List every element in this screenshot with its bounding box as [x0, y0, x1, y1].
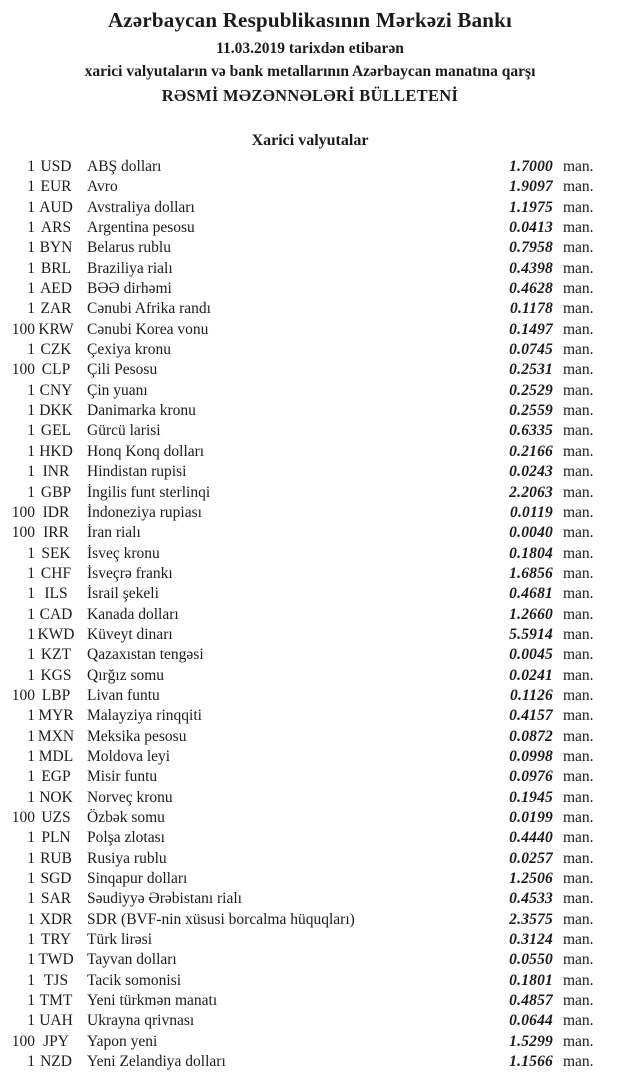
row-currency-name: Sinqapur dolları	[87, 870, 188, 888]
subtitle-line: xarici valyutaların və bank metallarının Azərbaycan manatına qarşı	[84, 63, 536, 80]
row-unit-label: man.	[563, 198, 594, 216]
row-currency-code: TJS	[43, 971, 69, 989]
row-rate: 0.2531	[509, 361, 553, 379]
table-row	[0, 259, 600, 279]
row-currency-code: ILS	[44, 585, 68, 603]
row-currency-name: Cənubi Korea vonu	[87, 320, 209, 338]
row-quantity: 1	[27, 625, 35, 643]
row-rate: 0.4398	[509, 259, 553, 277]
table-row	[0, 645, 600, 665]
row-currency-code: SAR	[40, 890, 72, 908]
row-currency-code: RUB	[40, 849, 72, 867]
row-unit-label: man.	[563, 483, 594, 501]
table-row	[0, 889, 600, 909]
row-quantity: 1	[27, 422, 35, 440]
table-row	[0, 564, 600, 584]
row-currency-name: Çin yuanı	[87, 381, 148, 399]
row-currency-code: CLP	[41, 361, 71, 379]
row-currency-name: Çexiya kronu	[87, 341, 171, 359]
row-currency-code: LBP	[41, 686, 71, 704]
table-row	[0, 462, 600, 482]
row-currency-code: TMT	[39, 992, 73, 1010]
row-currency-name: Braziliya rialı	[87, 259, 173, 277]
row-currency-name: Gürcü larisi	[87, 422, 161, 440]
table-row	[0, 584, 600, 604]
row-quantity: 1	[27, 605, 35, 623]
row-currency-name: İsrail şekeli	[87, 585, 159, 603]
row-currency-code: ARS	[40, 219, 72, 237]
effective-date-line: 11.03.2019 tarixdən etibarən	[216, 40, 404, 57]
row-rate: 0.0119	[510, 503, 553, 521]
row-currency-name: Polşa zlotası	[87, 829, 165, 847]
row-rate: 0.2559	[509, 402, 553, 420]
table-row	[0, 1011, 600, 1031]
row-quantity: 1	[27, 564, 35, 582]
row-currency-name: Malayziya rinqqiti	[87, 707, 202, 725]
row-unit-label: man.	[563, 158, 594, 175]
row-rate: 0.0976	[509, 768, 553, 786]
row-quantity: 1	[27, 239, 35, 257]
row-quantity: 1	[27, 1012, 35, 1030]
row-rate: 2.2063	[509, 483, 553, 501]
row-currency-name: Yapon yeni	[87, 1032, 158, 1050]
row-unit-label: man.	[563, 910, 594, 928]
row-currency-name: Tacik somonisi	[87, 971, 182, 989]
row-quantity: 1	[27, 707, 35, 725]
table-row	[0, 483, 600, 503]
table-row	[0, 503, 600, 523]
table-row	[0, 727, 600, 747]
row-currency-code: BYN	[39, 239, 73, 257]
row-unit-label: man.	[563, 381, 594, 399]
row-unit-label: man.	[563, 503, 594, 521]
row-quantity: 1	[27, 158, 35, 175]
row-quantity: 100	[11, 361, 35, 379]
row-unit-label: man.	[563, 727, 594, 745]
row-unit-label: man.	[563, 1053, 594, 1071]
row-currency-code: CZK	[40, 341, 72, 359]
table-row	[0, 930, 600, 950]
row-quantity: 1	[27, 890, 35, 908]
table-row	[0, 605, 600, 625]
row-currency-code: CNY	[39, 381, 73, 399]
bulletin-title: RƏSMİ MƏZƏNNƏLƏRİ BÜLLETENİ	[161, 86, 459, 105]
row-currency-name: Səudiyyə Ərəbistanı rialı	[87, 890, 242, 908]
row-rate: 0.0745	[509, 341, 553, 359]
table-row	[0, 544, 600, 564]
row-unit-label: man.	[563, 849, 594, 867]
row-currency-name: Moldova leyi	[87, 747, 171, 765]
row-unit-label: man.	[563, 788, 594, 806]
row-currency-code: IRR	[43, 524, 69, 542]
table-row	[0, 340, 600, 360]
row-currency-name: Qırğız somu	[87, 666, 165, 684]
row-rate: 2.3575	[509, 910, 553, 928]
row-currency-name: İsveç kronu	[87, 544, 160, 562]
row-rate: 0.6335	[509, 422, 553, 440]
row-unit-label: man.	[563, 1032, 594, 1050]
row-currency-code: SEK	[41, 544, 71, 562]
row-currency-code: MYR	[38, 707, 74, 725]
row-unit-label: man.	[563, 747, 594, 765]
row-quantity: 1	[27, 910, 35, 928]
row-currency-code: ZAR	[40, 300, 72, 318]
row-rate: 0.0241	[509, 666, 553, 684]
row-rate: 0.4857	[509, 992, 553, 1010]
table-row	[0, 218, 600, 238]
table-row	[0, 279, 600, 299]
row-rate: 0.1178	[510, 300, 553, 318]
row-rate: 0.0872	[509, 727, 553, 745]
row-quantity: 1	[27, 870, 35, 888]
row-currency-code: KZT	[40, 646, 72, 664]
row-currency-name: Avstraliya dolları	[87, 198, 195, 216]
row-unit-label: man.	[563, 524, 594, 542]
document-header	[0, 8, 620, 106]
row-rate: 0.0644	[509, 1012, 553, 1030]
row-currency-name: Meksika pesosu	[87, 727, 187, 745]
row-rate: 1.9097	[509, 178, 553, 196]
row-quantity: 1	[27, 992, 35, 1010]
row-quantity: 1	[27, 1053, 35, 1071]
table-row	[0, 523, 600, 543]
row-quantity: 100	[11, 524, 35, 542]
row-quantity: 1	[27, 666, 35, 684]
row-currency-name: Belarus rublu	[87, 239, 171, 257]
row-currency-code: EUR	[40, 178, 72, 196]
table-row	[0, 238, 600, 258]
row-quantity: 100	[11, 1032, 35, 1050]
row-currency-name: Kanada dolları	[87, 605, 179, 623]
row-currency-code: INR	[42, 463, 70, 481]
row-unit-label: man.	[563, 931, 594, 949]
table-row	[0, 421, 600, 441]
row-rate: 1.2506	[509, 870, 553, 888]
row-quantity: 100	[11, 809, 35, 826]
row-quantity: 1	[27, 381, 35, 399]
row-quantity: 1	[27, 178, 35, 196]
row-currency-code: GBP	[40, 483, 72, 501]
row-unit-label: man.	[563, 544, 594, 562]
row-quantity: 1	[27, 646, 35, 664]
row-unit-label: man.	[563, 300, 594, 318]
row-unit-label: man.	[563, 178, 594, 196]
table-row	[0, 950, 600, 970]
row-currency-name: ABŞ dolları	[87, 158, 162, 175]
row-rate: 0.0243	[509, 463, 553, 481]
row-currency-code: AED	[40, 280, 72, 298]
row-rate: 0.1126	[510, 686, 553, 704]
row-quantity: 1	[27, 341, 35, 359]
row-quantity: 1	[27, 280, 35, 298]
row-quantity: 1	[27, 768, 35, 786]
row-currency-code: NZD	[40, 1053, 72, 1071]
row-currency-name: Çili Pesosu	[87, 361, 158, 379]
row-currency-code: KGS	[40, 666, 72, 684]
row-currency-name: Hindistan rupisi	[87, 463, 187, 481]
row-rate: 0.4681	[509, 585, 553, 603]
row-unit-label: man.	[563, 463, 594, 481]
row-currency-code: PLN	[41, 829, 71, 847]
row-rate: 1.7000	[509, 158, 553, 175]
row-unit-label: man.	[563, 971, 594, 989]
table-row	[0, 177, 600, 197]
row-currency-code: CAD	[39, 605, 73, 623]
row-rate: 1.1975	[509, 198, 553, 216]
row-rate: 1.1566	[509, 1053, 553, 1071]
row-quantity: 1	[27, 402, 35, 420]
row-unit-label: man.	[563, 280, 594, 298]
row-currency-name: İsveçrə frankı	[87, 564, 173, 582]
row-quantity: 1	[27, 747, 35, 765]
row-currency-name: İngilis funt sterlinqi	[87, 483, 211, 501]
row-unit-label: man.	[563, 422, 594, 440]
row-currency-name: Özbək somu	[87, 809, 165, 826]
row-unit-label: man.	[563, 870, 594, 888]
row-quantity: 1	[27, 442, 35, 460]
table-row	[0, 971, 600, 991]
row-unit-label: man.	[563, 564, 594, 582]
row-rate: 1.6856	[509, 564, 553, 582]
row-quantity: 1	[27, 829, 35, 847]
row-rate: 0.7958	[509, 239, 553, 257]
row-quantity: 1	[27, 259, 35, 277]
table-row	[0, 401, 600, 421]
row-quantity: 1	[27, 727, 35, 745]
row-unit-label: man.	[563, 646, 594, 664]
table-row	[0, 625, 600, 645]
row-rate: 0.2166	[509, 442, 553, 460]
row-quantity: 100	[11, 320, 35, 338]
row-rate: 0.1945	[509, 788, 553, 806]
row-unit-label: man.	[563, 829, 594, 847]
row-currency-code: SGD	[40, 870, 72, 888]
row-currency-name: Misir funtu	[87, 768, 158, 786]
row-unit-label: man.	[563, 585, 594, 603]
table-row	[0, 198, 600, 218]
row-currency-code: TWD	[38, 951, 74, 969]
row-unit-label: man.	[563, 341, 594, 359]
row-rate: 0.0257	[509, 849, 553, 867]
row-unit-label: man.	[563, 219, 594, 237]
row-quantity: 1	[27, 971, 35, 989]
table-row	[0, 666, 600, 686]
row-rate: 1.2660	[509, 605, 553, 623]
row-quantity: 1	[27, 219, 35, 237]
table-row	[0, 360, 600, 380]
table-row	[0, 1032, 600, 1052]
row-currency-code: JPY	[43, 1032, 69, 1050]
row-rate: 5.5914	[509, 625, 553, 643]
row-currency-name: Yeni türkmən manatı	[87, 992, 218, 1010]
row-unit-label: man.	[563, 259, 594, 277]
row-unit-label: man.	[563, 1012, 594, 1030]
row-currency-name: Danimarka kronu	[87, 402, 196, 420]
bank-title: Azərbaycan Respublikasının Mərkəzi Bankı	[107, 8, 513, 32]
row-currency-code: MXN	[37, 727, 75, 745]
row-unit-label: man.	[563, 239, 594, 257]
row-rate: 0.0413	[509, 219, 553, 237]
table-row	[0, 299, 600, 319]
row-currency-name: Avro	[87, 178, 118, 196]
row-unit-label: man.	[563, 951, 594, 969]
row-quantity: 1	[27, 585, 35, 603]
table-row	[0, 869, 600, 889]
row-unit-label: man.	[563, 402, 594, 420]
row-currency-name: Argentina pesosu	[87, 219, 195, 237]
row-quantity: 1	[27, 483, 35, 501]
row-quantity: 1	[27, 931, 35, 949]
row-rate: 1.5299	[509, 1032, 553, 1050]
row-unit-label: man.	[563, 320, 594, 338]
table-row	[0, 808, 600, 828]
row-currency-code: USD	[40, 158, 72, 175]
row-quantity: 1	[27, 300, 35, 318]
row-rate: 0.3124	[509, 931, 553, 949]
row-unit-label: man.	[563, 686, 594, 704]
row-currency-code: CHF	[40, 564, 72, 582]
row-unit-label: man.	[563, 625, 594, 643]
row-currency-name: Ukrayna qrivnası	[87, 1012, 195, 1030]
row-quantity: 100	[11, 503, 35, 521]
row-currency-name: Norveç kronu	[87, 788, 173, 806]
row-currency-name: Tayvan dolları	[87, 951, 177, 969]
row-currency-code: NOK	[39, 788, 73, 806]
row-quantity: 1	[27, 198, 35, 216]
row-currency-name: Qazaxıstan tengəsi	[87, 646, 204, 664]
row-quantity: 1	[27, 849, 35, 867]
row-rate: 0.1804	[509, 544, 553, 562]
row-currency-name: İran rialı	[87, 524, 141, 542]
row-currency-code: AUD	[39, 198, 73, 216]
row-rate: 0.4533	[509, 890, 553, 908]
row-unit-label: man.	[563, 809, 594, 826]
row-currency-name: SDR (BVF-nin xüsusi borcalma hüquqları)	[87, 910, 355, 928]
table-row	[0, 910, 600, 930]
table-row	[0, 849, 600, 869]
row-currency-code: XDR	[39, 910, 73, 928]
table-row	[0, 767, 600, 787]
row-unit-label: man.	[563, 361, 594, 379]
row-currency-code: KWD	[37, 625, 75, 643]
row-quantity: 1	[27, 951, 35, 969]
row-currency-name: İndoneziya rupiası	[87, 503, 202, 521]
row-unit-label: man.	[563, 707, 594, 725]
row-unit-label: man.	[563, 605, 594, 623]
row-currency-code: BRL	[40, 259, 72, 277]
row-rate: 0.0998	[509, 747, 553, 765]
section-title: Xarici valyutalar	[251, 132, 369, 149]
row-currency-name: BƏƏ dirhəmi	[87, 280, 172, 298]
row-currency-name: Yeni Zelandiya dolları	[87, 1053, 226, 1071]
row-currency-name: Cənubi Afrika randı	[87, 300, 211, 318]
row-currency-code: GEL	[40, 422, 72, 440]
row-currency-code: TRY	[40, 931, 72, 949]
table-row	[0, 157, 600, 177]
table-row	[0, 442, 600, 462]
row-unit-label: man.	[563, 992, 594, 1010]
row-quantity: 1	[27, 463, 35, 481]
row-currency-code: MDL	[38, 747, 74, 765]
row-rate: 0.2529	[509, 381, 553, 399]
row-currency-name: Livan funtu	[87, 686, 160, 704]
row-currency-name: Küveyt dinarı	[87, 625, 173, 643]
row-unit-label: man.	[563, 890, 594, 908]
table-row	[0, 991, 600, 1011]
table-row	[0, 686, 600, 706]
row-quantity: 1	[27, 788, 35, 806]
row-rate: 0.1801	[509, 971, 553, 989]
row-quantity: 100	[11, 686, 35, 704]
row-rate: 0.0199	[509, 809, 553, 826]
table-row	[0, 788, 600, 808]
currency-rates-table	[0, 157, 620, 1072]
row-rate: 0.0040	[509, 524, 553, 542]
row-currency-code: EGP	[41, 768, 71, 786]
row-currency-code: UZS	[41, 809, 71, 826]
row-unit-label: man.	[563, 442, 594, 460]
row-rate: 0.0550	[509, 951, 553, 969]
row-rate: 0.0045	[509, 646, 553, 664]
row-currency-code: HKD	[39, 442, 73, 460]
table-row	[0, 381, 600, 401]
table-row	[0, 828, 600, 848]
row-rate: 0.4628	[509, 280, 553, 298]
row-currency-code: UAH	[39, 1012, 73, 1030]
row-currency-name: Honq Konq dolları	[87, 442, 205, 460]
row-currency-code: KRW	[38, 320, 74, 338]
row-rate: 0.4440	[509, 829, 553, 847]
table-row	[0, 706, 600, 726]
row-rate: 0.1497	[509, 320, 553, 338]
row-unit-label: man.	[563, 666, 594, 684]
row-currency-name: Türk lirəsi	[87, 931, 152, 949]
row-currency-code: DKK	[39, 402, 73, 420]
table-row	[0, 747, 600, 767]
row-rate: 0.4157	[509, 707, 553, 725]
table-row	[0, 1052, 600, 1072]
row-unit-label: man.	[563, 768, 594, 786]
row-quantity: 1	[27, 544, 35, 562]
row-currency-code: IDR	[42, 503, 70, 521]
table-row	[0, 320, 600, 340]
row-currency-name: Rusiya rublu	[87, 849, 167, 867]
